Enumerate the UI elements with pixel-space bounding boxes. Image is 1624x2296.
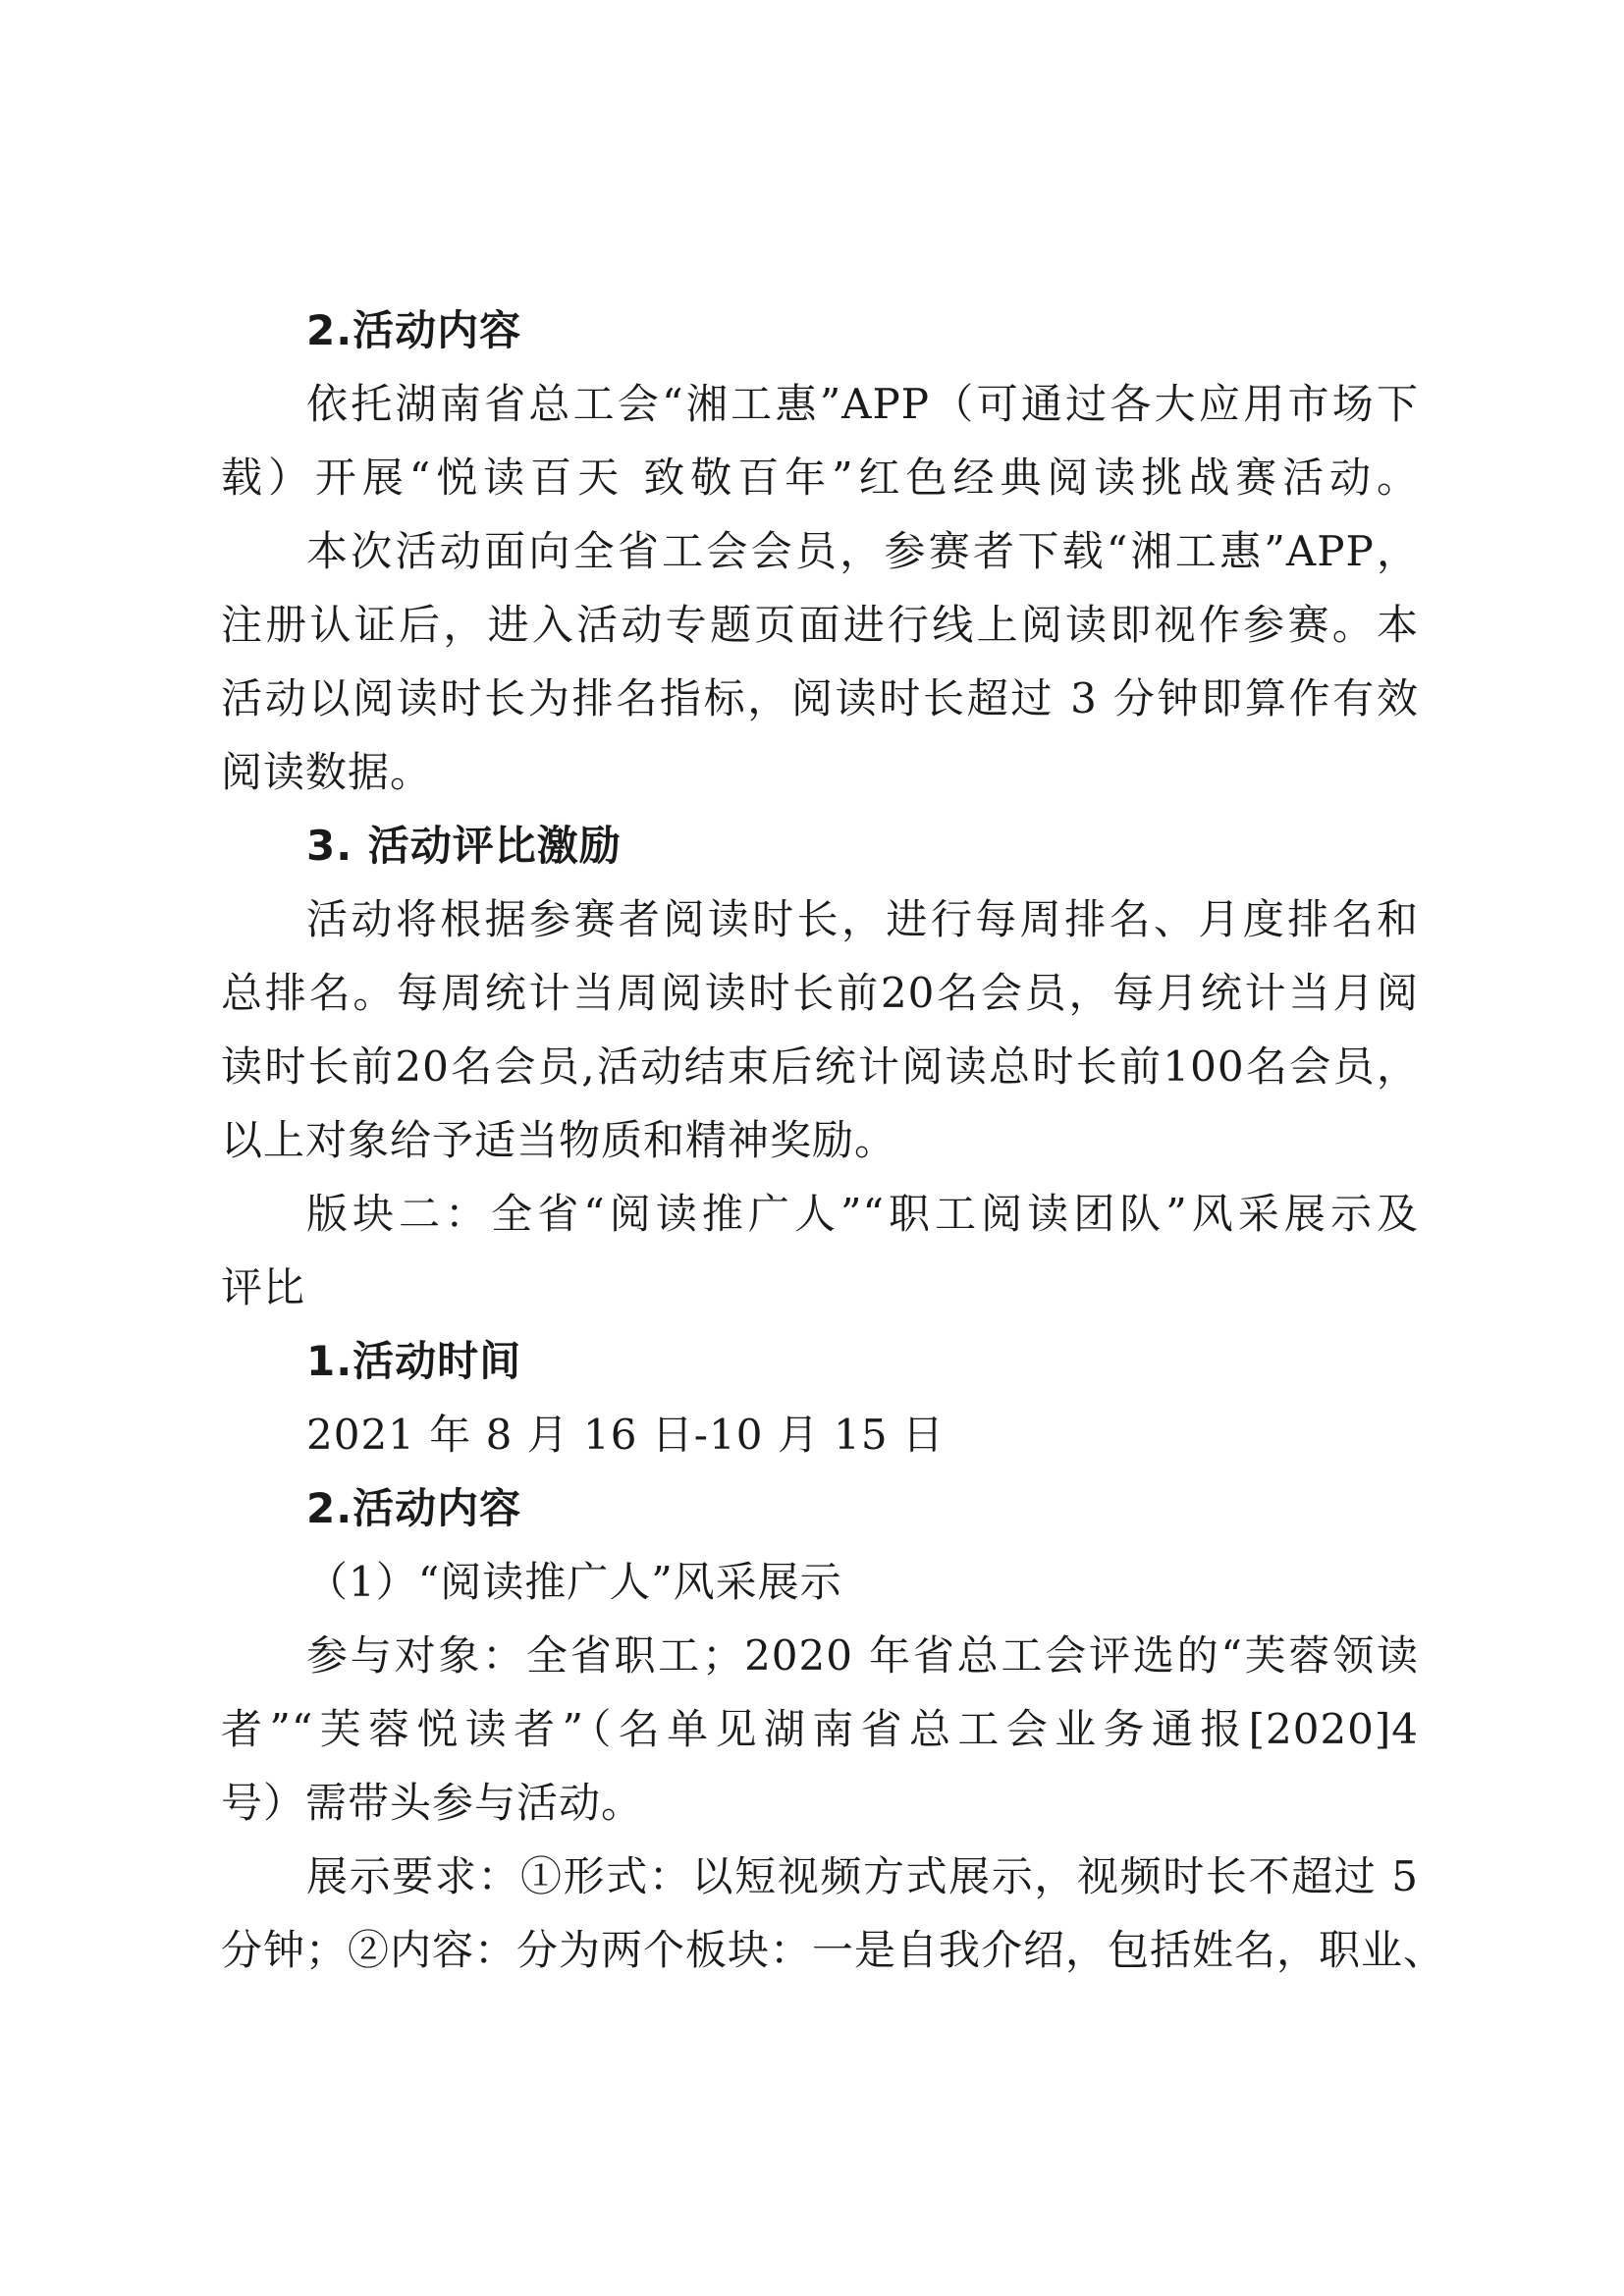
section-heading: 3. 活动评比激励 <box>306 822 622 870</box>
paragraph-line: 评比 <box>221 1263 306 1311</box>
paragraph-line: 以上对象给予适当物质和精神奖励。 <box>221 1116 897 1164</box>
paragraph-line: 版块二：全省“阅读推广人”“职工阅读团队”风采展示及 <box>306 1190 1419 1238</box>
paragraph-line: （1）“阅读推广人”风采展示 <box>306 1558 842 1606</box>
paragraph-line: 分钟；②内容：分为两个板块：一是自我介绍，包括姓名，职业、 <box>221 1926 1446 1974</box>
paragraph-line: 号）需带头参与活动。 <box>221 1779 644 1827</box>
paragraph-line: 载）开展“悦读百天 致敬百年”红色经典阅读挑战赛活动。 <box>221 454 1419 502</box>
paragraph-line: 2021 年 8 月 16 日-10 月 15 日 <box>306 1411 945 1459</box>
paragraph-line: 依托湖南省总工会“湘工惠”APP（可通过各大应用市场下 <box>306 380 1419 428</box>
section-heading: 1.活动时间 <box>306 1337 522 1385</box>
section-heading: 2.活动内容 <box>306 1484 522 1532</box>
paragraph-line: 参与对象：全省职工；2020 年省总工会评选的“芙蓉领读 <box>306 1631 1419 1680</box>
paragraph-line: 阅读数据。 <box>221 748 433 796</box>
paragraph-line: 活动将根据参赛者阅读时长，进行每周排名、月度排名和 <box>306 895 1419 943</box>
paragraph-line: 展示要求：①形式：以短视频方式展示，视频时长不超过 5 <box>306 1852 1419 1900</box>
section-heading: 2.活动内容 <box>306 306 522 354</box>
paragraph-line: 注册认证后，进入活动专题页面进行线上阅读即视作参赛。本 <box>221 601 1419 649</box>
paragraph-line: 活动以阅读时长为排名指标，阅读时长超过 3 分钟即算作有效 <box>221 674 1419 722</box>
paragraph-line: 总排名。每周统计当周阅读时长前20名会员，每月统计当月阅 <box>221 969 1419 1017</box>
paragraph-line: 本次活动面向全省工会会员，参赛者下载“湘工惠”APP， <box>306 527 1419 575</box>
paragraph-line: 者”“芙蓉悦读者”（名单见湖南省总工会业务通报[2020]4 <box>221 1705 1419 1753</box>
paragraph-line: 读时长前20名会员,活动结束后统计阅读总时长前100名会员， <box>221 1042 1419 1091</box>
